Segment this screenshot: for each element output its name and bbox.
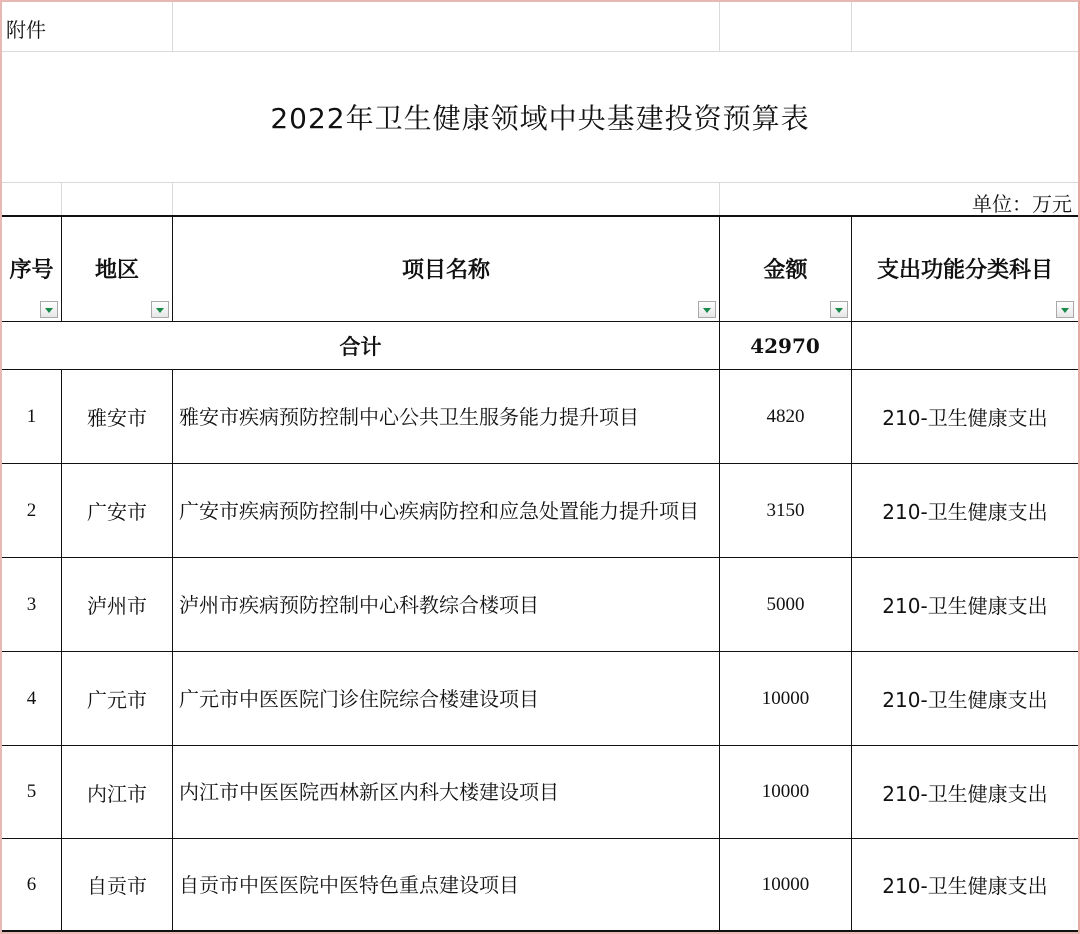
filter-dropdown-button[interactable] bbox=[151, 301, 169, 318]
table-cell-project: 自贡市中医医院中医特色重点建设项目 bbox=[179, 872, 519, 897]
table-cell-category: 210-卫生健康支出 bbox=[882, 594, 1048, 618]
table-cell-project: 内江市中医医院西林新区内科大楼建设项目 bbox=[179, 780, 559, 804]
total-label: 合计 bbox=[339, 335, 382, 359]
table-cell-amount: 3150 bbox=[766, 499, 805, 521]
table-cell-category: 210-卫生健康支出 bbox=[882, 874, 1048, 898]
table-cell-region: 泸州市 bbox=[87, 594, 147, 618]
table-cell-index: 2 bbox=[26, 499, 37, 521]
header-index: 序号 bbox=[9, 258, 54, 283]
table-cell-index: 5 bbox=[26, 781, 37, 802]
filter-dropdown-button[interactable] bbox=[830, 301, 848, 318]
table-cell-index: 3 bbox=[26, 593, 37, 615]
filter-dropdown-button[interactable] bbox=[40, 301, 58, 318]
table-cell-region: 内江市 bbox=[87, 781, 147, 806]
gridline bbox=[719, 2, 720, 51]
header-region: 地区 bbox=[94, 258, 139, 283]
table-cell-index: 4 bbox=[26, 687, 37, 709]
table-cell-category: 210-卫生健康支出 bbox=[882, 781, 1048, 806]
gridline bbox=[61, 182, 62, 216]
table-cell-amount: 10000 bbox=[761, 873, 810, 895]
header-category: 支出功能分类科目 bbox=[876, 258, 1053, 283]
filter-dropdown-button[interactable] bbox=[698, 301, 716, 318]
table-cell-project: 广元市中医医院门诊住院综合楼建设项目 bbox=[179, 686, 539, 711]
gridline bbox=[172, 2, 173, 51]
gridline bbox=[851, 2, 852, 51]
header-amount: 金额 bbox=[763, 258, 808, 283]
table-cell-index: 6 bbox=[26, 873, 37, 895]
gridline bbox=[719, 182, 720, 216]
table-cell-region: 广元市 bbox=[87, 688, 147, 712]
gridline bbox=[2, 182, 1078, 183]
header-project: 项目名称 bbox=[401, 258, 490, 283]
table-border bbox=[2, 930, 1078, 932]
table-cell-amount: 10000 bbox=[761, 781, 810, 802]
gridline bbox=[172, 182, 173, 216]
page-title: 2022年卫生健康领域中央基建投资预算表 bbox=[270, 102, 810, 135]
table-cell-amount: 4820 bbox=[766, 405, 805, 427]
table-cell-category: 210-卫生健康支出 bbox=[882, 406, 1048, 430]
unit-label: 单位：万元 bbox=[972, 191, 1072, 216]
table-cell-region: 自贡市 bbox=[87, 874, 147, 898]
total-amount: 42970 bbox=[750, 334, 820, 358]
table-cell-amount: 5000 bbox=[766, 593, 805, 615]
table-cell-index: 1 bbox=[26, 405, 37, 427]
spreadsheet bbox=[2, 2, 1078, 932]
table-cell-project: 泸州市疾病预防控制中心科教综合楼项目 bbox=[179, 592, 539, 617]
attachment-label: 附件 bbox=[6, 17, 46, 42]
table-cell-region: 广安市 bbox=[87, 500, 147, 524]
table-cell-category: 210-卫生健康支出 bbox=[882, 688, 1048, 712]
table-cell-amount: 10000 bbox=[761, 687, 810, 709]
table-cell-region: 雅安市 bbox=[87, 406, 147, 430]
table-cell-project: 雅安市疾病预防控制中心公共卫生服务能力提升项目 bbox=[179, 404, 639, 429]
table-cell-project: 广安市疾病预防控制中心疾病防控和应急处置能力提升项目 bbox=[179, 498, 699, 523]
table-cell-category: 210-卫生健康支出 bbox=[882, 500, 1048, 524]
filter-dropdown-button[interactable] bbox=[1056, 301, 1074, 318]
